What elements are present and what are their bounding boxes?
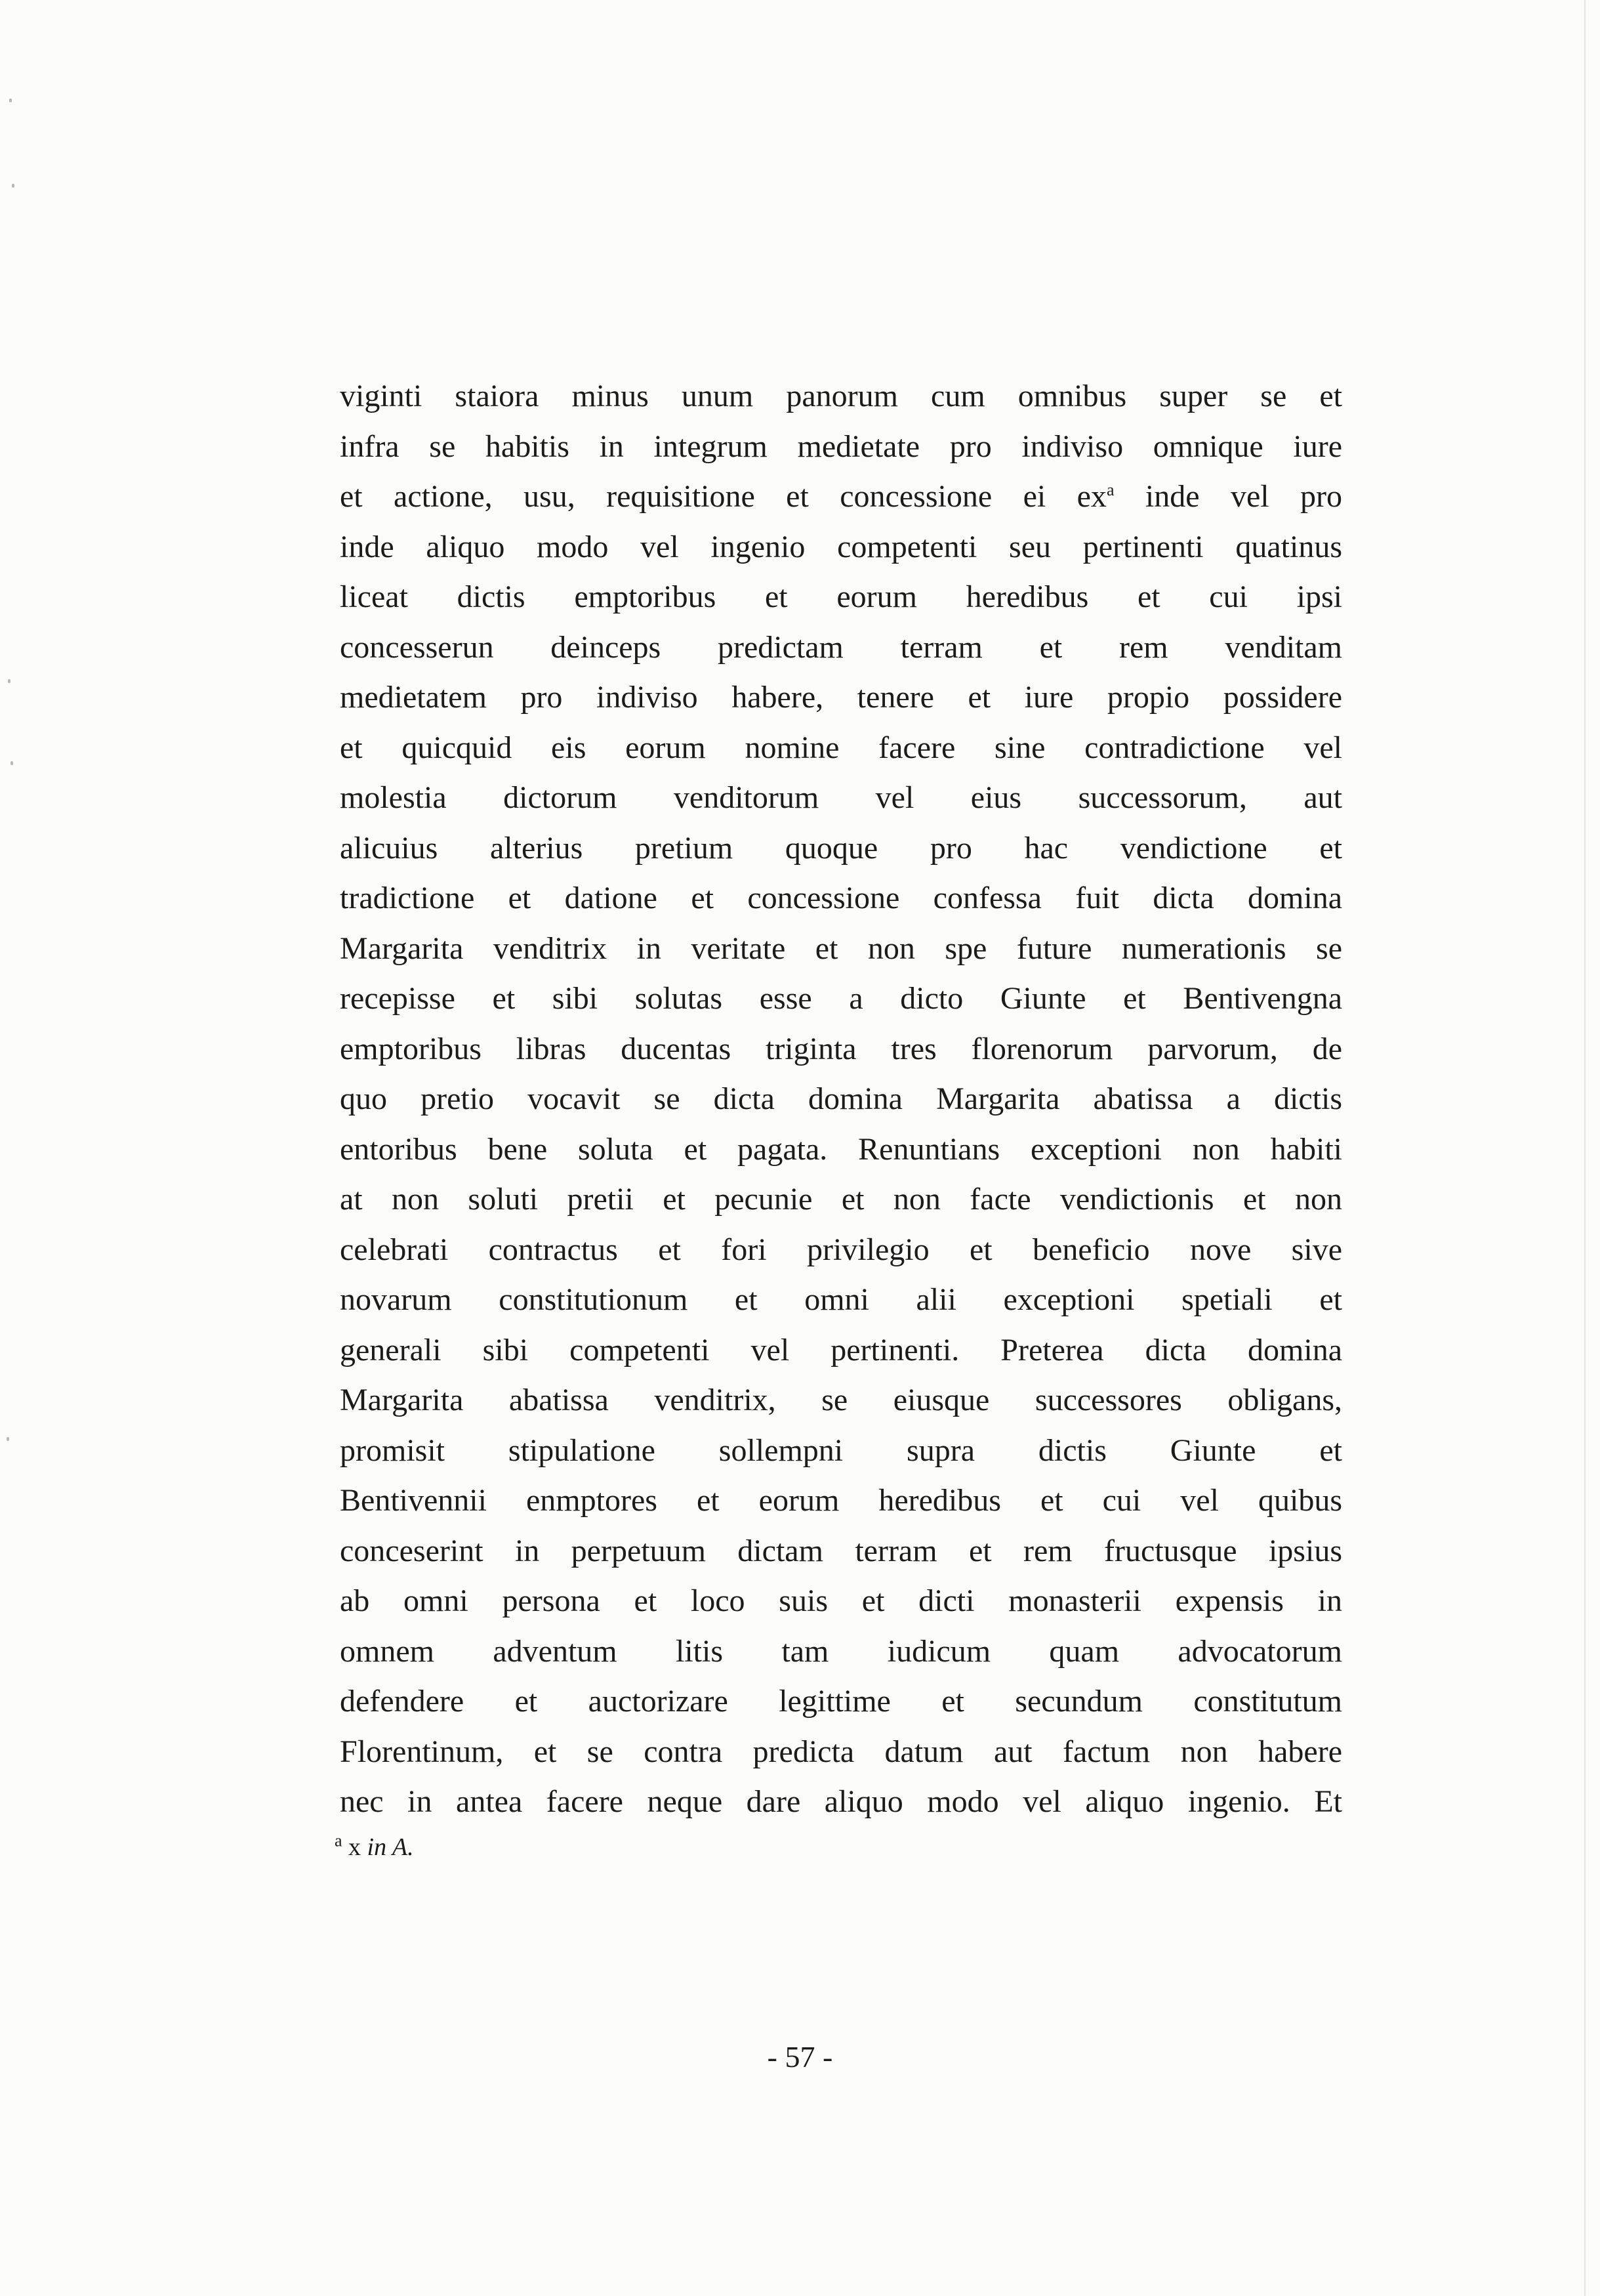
- text-line: novarum constitutionum et omni alii exceptioni spetiali et: [340, 1282, 1342, 1317]
- text-line: et quicquid eis eorum nomine facere sine contradictione vel: [340, 730, 1342, 765]
- text-line: Bentivennii enmptores et eorum heredibus et cui vel quibus: [340, 1483, 1342, 1518]
- text-line: quo pretio vocavit se dicta domina Margarita abatissa a dictis: [340, 1081, 1342, 1116]
- page-number: - 57 -: [767, 2040, 833, 2074]
- text-line: recepisse et sibi solutas esse a dicto Giunte et Bentivengna: [340, 981, 1342, 1016]
- margin-speck: [12, 184, 14, 188]
- body-text: [340, 371, 1342, 1827]
- text-line: ab omni persona et loco suis et dicti monasterii expensis in: [340, 1583, 1342, 1618]
- margin-speck: [9, 98, 12, 102]
- text-line: inde aliquo modo vel ingenio competenti seu pertinenti quatinus: [340, 529, 1342, 564]
- margin-speck: [7, 1437, 9, 1441]
- text-line: concesserun deinceps predictam terram et rem venditam: [340, 629, 1342, 665]
- text-line: infra se habitis in integrum medietate pro indiviso omnique iure: [340, 428, 1342, 464]
- text-line-part: inde vel pro: [1114, 479, 1342, 514]
- margin-speck: [8, 679, 10, 683]
- footnote-reference: a: [1106, 480, 1115, 499]
- text-line: at non soluti pretii et pecunie et non facte vendictionis et non: [340, 1182, 1342, 1217]
- text-line: conceserint in perpetuum dictam terram et rem fructusque ipsius: [340, 1533, 1342, 1568]
- text-line: omnem adventum litis tam iudicum quam advocatorum: [340, 1633, 1342, 1669]
- text-line: [340, 472, 1342, 522]
- footnote-marker: a: [335, 1831, 342, 1850]
- text-line: Margarita venditrix in veritate et non spe future numerationis se: [340, 930, 1342, 966]
- text-line: emptoribus libras ducentas triginta tres florenorum parvorum, de: [340, 1031, 1342, 1066]
- text-line-part: et actione, usu, requisitione et concessione ei ex: [340, 479, 1107, 514]
- text-line: viginti staiora minus unum panorum cum omnibus super se et: [340, 379, 1342, 413]
- text-line: alicuius alterius pretium quoque pro hac vendictione et: [340, 830, 1342, 866]
- margin-speck: [10, 761, 13, 765]
- text-line: promisit stipulatione sollempni supra dictis Giunte et: [340, 1432, 1342, 1468]
- text-line: celebrati contractus et fori privilegio et beneficio nove sive: [340, 1232, 1342, 1267]
- text-line: molestia dictorum venditorum vel eius successorum, aut: [340, 780, 1342, 815]
- text-line: Florentinum, et se contra predicta datum aut factum non habere: [340, 1734, 1342, 1769]
- text-line: nec in antea facere neque dare aliquo modo vel aliquo ingenio. Et: [340, 1784, 1342, 1819]
- footnote-text: x: [348, 1833, 361, 1861]
- text-line: defendere et auctorizare legittime et secundum constitutum: [340, 1684, 1342, 1719]
- footnote: [335, 1831, 414, 1864]
- text-line: generali sibi competenti vel pertinenti. Preterea dicta domina: [340, 1332, 1342, 1367]
- text-line: Margarita abatissa venditrix, se eiusque successores obligans,: [340, 1383, 1342, 1417]
- text-line: entoribus bene soluta et pagata. Renuntians exceptioni non habiti: [340, 1131, 1342, 1167]
- footnote-italic-text: in A.: [367, 1833, 414, 1861]
- text-line: tradictione et datione et concessione confessa fuit dicta domina: [340, 881, 1342, 915]
- text-line: liceat dictis emptoribus et eorum heredibus et cui ipsi: [340, 579, 1342, 614]
- text-line: medietatem pro indiviso habere, tenere et iure propio possidere: [340, 680, 1342, 715]
- page-edge-shadow: [1584, 0, 1586, 2296]
